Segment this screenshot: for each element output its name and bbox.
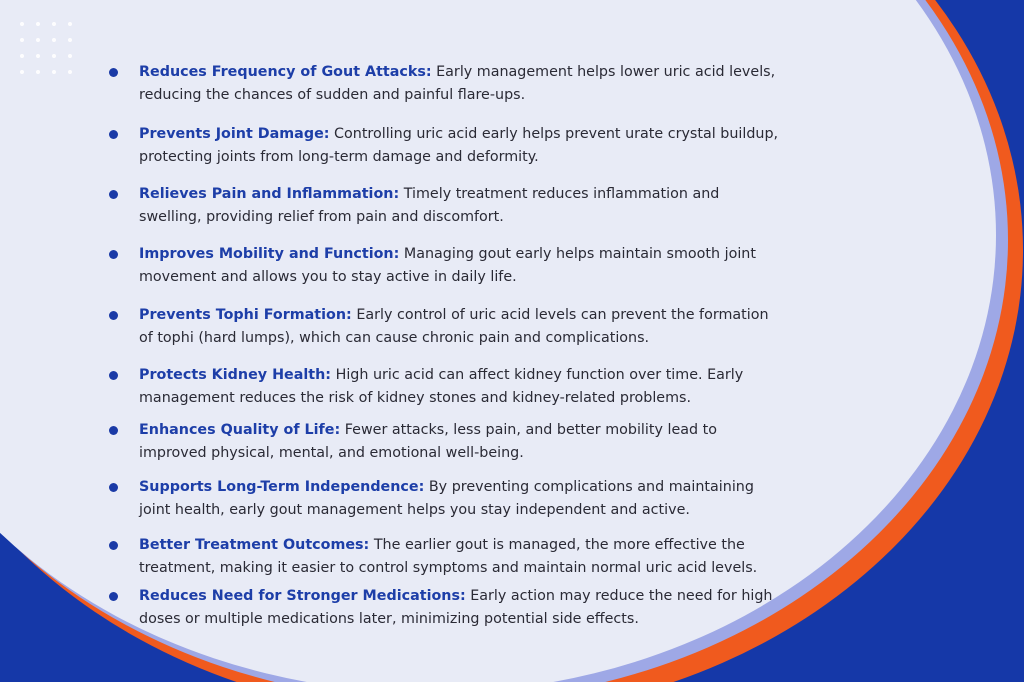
bullet-icon	[109, 311, 118, 320]
bullet-icon	[109, 68, 118, 77]
item-text: Early action may reduce the need for high doses or multiple medications later, minimizing potential side effects.	[139, 588, 773, 627]
list-item	[139, 61, 779, 107]
bullet-icon	[109, 592, 118, 601]
item-title: Reduces Frequency of Gout Attacks:	[139, 64, 432, 80]
list-item	[139, 476, 779, 522]
item-title: Supports Long-Term Independence:	[139, 479, 425, 495]
bullet-icon	[109, 541, 118, 550]
item-text: Controlling uric acid early helps prevent urate crystal buildup, protecting joints from long-term damage and deformity.	[139, 126, 779, 165]
item-text: Timely treatment reduces inflammation and swelling, providing relief from pain and discomfort.	[139, 186, 720, 225]
dot-grid-icon	[19, 21, 73, 75]
bullet-icon	[109, 190, 118, 199]
item-title: Protects Kidney Health:	[139, 367, 332, 383]
item-title: Improves Mobility and Function:	[139, 246, 400, 262]
list-item	[139, 585, 779, 631]
item-text: Early management helps lower uric acid levels, reducing the chances of sudden and painful flare-ups.	[139, 64, 776, 103]
item-text: The earlier gout is managed, the more effective the treatment, making it easier to control symptoms and maintain normal uric acid levels.	[139, 537, 758, 576]
item-text: Managing gout early helps maintain smooth joint movement and allows you to stay active in daily life.	[139, 246, 756, 285]
item-text: High uric acid can affect kidney function over time. Early management reduces the risk of kidney stones and kidney-related problems.	[139, 367, 744, 406]
item-title: Relieves Pain and Inflammation:	[139, 186, 400, 202]
item-text: Early control of uric acid levels can prevent the formation of tophi (hard lumps), which can cause chronic pain and complications.	[139, 307, 769, 346]
bullet-icon	[109, 371, 118, 380]
list-item	[139, 419, 779, 465]
item-title: Enhances Quality of Life:	[139, 422, 341, 438]
list-item	[139, 243, 779, 289]
bullet-icon	[109, 426, 118, 435]
bullet-icon	[109, 130, 118, 139]
item-title: Reduces Need for Stronger Medications:	[139, 588, 466, 604]
list-item	[139, 304, 779, 350]
list-item	[139, 534, 779, 580]
list-item	[139, 364, 779, 410]
bullet-icon	[109, 483, 118, 492]
item-title: Better Treatment Outcomes:	[139, 537, 370, 553]
list-item	[139, 123, 779, 169]
item-title: Prevents Joint Damage:	[139, 126, 330, 142]
item-text: Fewer attacks, less pain, and better mobility lead to improved physical, mental, and emotional well-being.	[139, 422, 717, 461]
list-item	[139, 183, 779, 229]
bullet-icon	[109, 250, 118, 259]
item-title: Prevents Tophi Formation:	[139, 307, 352, 323]
item-text: By preventing complications and maintaining joint health, early gout management helps you stay independent and active.	[139, 479, 754, 518]
